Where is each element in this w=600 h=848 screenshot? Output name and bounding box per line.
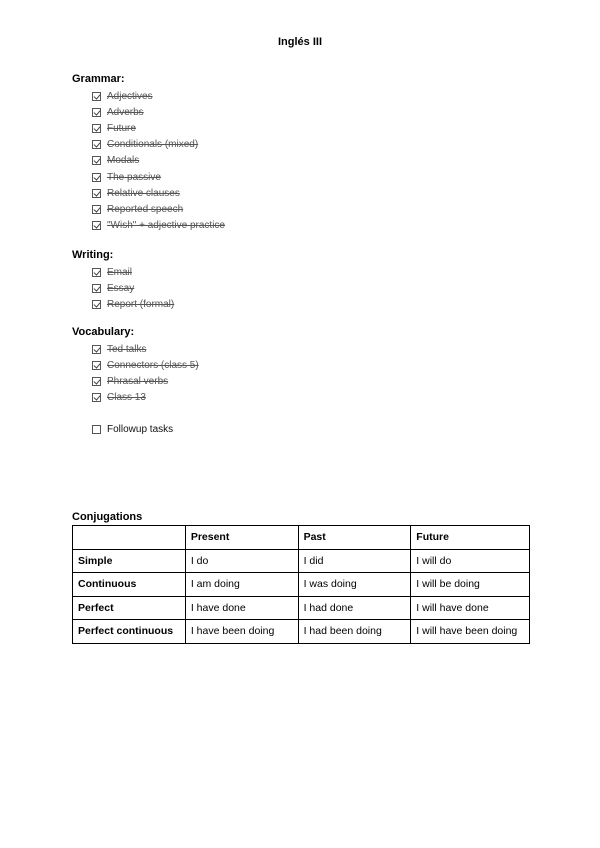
checklist-item[interactable] xyxy=(92,421,532,437)
table-row-header: Simple xyxy=(73,549,186,573)
writing-heading: Writing: xyxy=(72,249,114,261)
table-row xyxy=(73,573,530,597)
checklist-item[interactable] xyxy=(92,264,532,280)
checklist-item-label: Followup tasks xyxy=(107,423,174,435)
conjugations-heading: Conjugations xyxy=(72,511,143,523)
followup-checklist xyxy=(72,421,532,437)
checklist-item-label: Connectors (class 5) xyxy=(107,359,199,371)
checklist-item-label: "Wish" + adjective practice xyxy=(107,220,225,232)
checklist-item[interactable] xyxy=(92,201,532,217)
checklist-item-label: Adverbs xyxy=(107,106,144,118)
vocabulary-section xyxy=(72,325,532,406)
table-cell: I do xyxy=(185,549,298,573)
writing-section xyxy=(72,248,532,313)
document-title: Inglés III xyxy=(277,36,322,48)
table-cell: I will do xyxy=(411,549,530,573)
checklist-item[interactable] xyxy=(92,296,532,312)
table-header-cell: Present xyxy=(185,526,298,550)
checkbox-checked-icon[interactable] xyxy=(92,189,101,198)
checkbox-checked-icon[interactable] xyxy=(92,205,101,214)
checklist-item-label: Modals xyxy=(107,155,140,167)
checkbox-checked-icon[interactable] xyxy=(92,173,101,182)
checklist-item-label: The passive xyxy=(107,171,161,183)
checklist-item[interactable] xyxy=(92,341,532,357)
table-cell: I will have done xyxy=(411,596,530,620)
table-row-header: Continuous xyxy=(73,573,186,597)
checklist-item[interactable] xyxy=(92,120,532,136)
checklist-item-label: Report (formal) xyxy=(107,298,175,310)
checklist-item-label: Phrasal verbs xyxy=(107,375,169,387)
table-cell: I did xyxy=(298,549,411,573)
checklist-item[interactable] xyxy=(92,137,532,153)
table-header-cell xyxy=(73,526,186,550)
table-row-header: Perfect xyxy=(73,596,186,620)
table-row xyxy=(73,549,530,573)
writing-checklist xyxy=(72,264,532,313)
checklist-item[interactable] xyxy=(92,390,532,406)
checklist-item-label: Essay xyxy=(107,282,135,294)
checkbox-checked-icon[interactable] xyxy=(92,221,101,230)
checkbox-checked-icon[interactable] xyxy=(92,393,101,402)
table-header-cell: Future xyxy=(411,526,530,550)
checkbox-unchecked-icon[interactable] xyxy=(92,425,101,434)
table-cell: I had done xyxy=(298,596,411,620)
checklist-item[interactable] xyxy=(92,218,532,234)
checkbox-checked-icon[interactable] xyxy=(92,284,101,293)
checklist-item[interactable] xyxy=(92,88,532,104)
checklist-item-label: Email xyxy=(107,266,133,278)
table-header-cell: Past xyxy=(298,526,411,550)
checklist-item-label: Conditionals (mixed) xyxy=(107,139,199,151)
checklist-item[interactable] xyxy=(92,357,532,373)
table-cell: I am doing xyxy=(185,573,298,597)
checkbox-checked-icon[interactable] xyxy=(92,156,101,165)
table-cell: I will have been doing xyxy=(411,620,530,644)
table-row xyxy=(73,596,530,620)
checkbox-checked-icon[interactable] xyxy=(92,108,101,117)
grammar-section xyxy=(72,72,532,234)
checkbox-checked-icon[interactable] xyxy=(92,268,101,277)
checklist-item[interactable] xyxy=(92,373,532,389)
checkbox-checked-icon[interactable] xyxy=(92,140,101,149)
checklist-item[interactable] xyxy=(92,153,532,169)
table-cell: I was doing xyxy=(298,573,411,597)
vocabulary-checklist xyxy=(72,341,532,406)
table-cell: I will be doing xyxy=(411,573,530,597)
checklist-item-label: Adjectives xyxy=(107,90,153,102)
followup-section xyxy=(72,421,532,437)
checklist-item[interactable] xyxy=(92,104,532,120)
table-cell: I have done xyxy=(185,596,298,620)
vocabulary-heading: Vocabulary: xyxy=(72,326,135,338)
table-row xyxy=(73,620,530,644)
checklist-item-label: Ted talks xyxy=(107,343,147,355)
checkbox-checked-icon[interactable] xyxy=(92,361,101,370)
table-cell: I had been doing xyxy=(298,620,411,644)
table-header-row xyxy=(73,526,530,550)
checklist-item-label: Class 13 xyxy=(107,392,146,404)
grammar-heading: Grammar: xyxy=(72,73,125,85)
grammar-checklist xyxy=(72,88,532,234)
table-cell: I have been doing xyxy=(185,620,298,644)
checklist-item[interactable] xyxy=(92,280,532,296)
checkbox-checked-icon[interactable] xyxy=(92,124,101,133)
checklist-item[interactable] xyxy=(92,169,532,185)
checkbox-checked-icon[interactable] xyxy=(92,345,101,354)
checklist-item-label: Relative clauses xyxy=(107,187,180,199)
checklist-item-label: Reported speech xyxy=(107,203,184,215)
checkbox-checked-icon[interactable] xyxy=(92,300,101,309)
conjugations-table xyxy=(72,525,530,644)
checkbox-checked-icon[interactable] xyxy=(92,92,101,101)
checkbox-checked-icon[interactable] xyxy=(92,377,101,386)
checklist-item[interactable] xyxy=(92,185,532,201)
table-row-header: Perfect continuous xyxy=(73,620,186,644)
checklist-item-label: Future xyxy=(107,122,136,134)
